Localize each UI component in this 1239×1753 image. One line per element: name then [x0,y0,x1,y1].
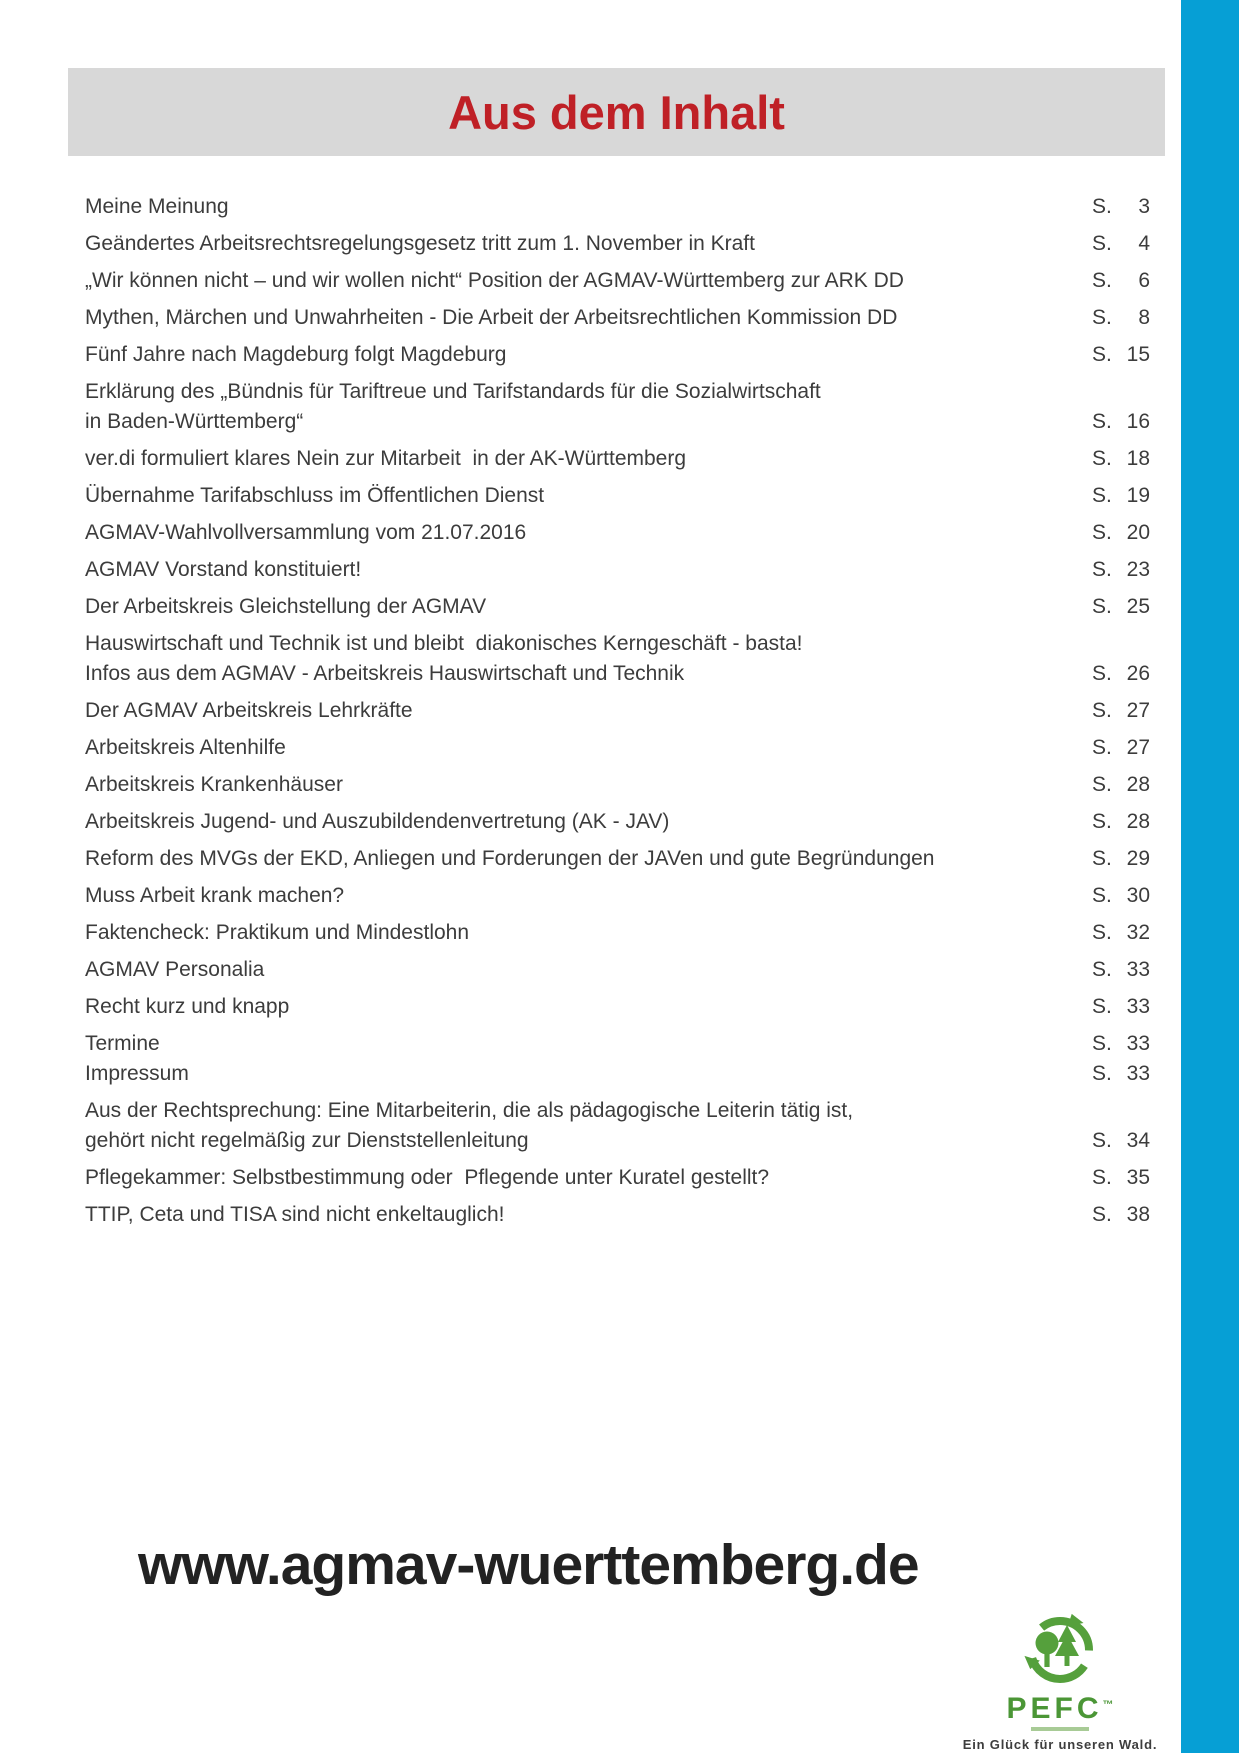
toc-entry-title: Mythen, Märchen und Unwahrheiten - Die Arbeit der Arbeitsrechtlichen Kommission DD [85,306,898,329]
toc-entry-line [85,955,1150,985]
toc-page-number: S. 3 [1092,195,1150,218]
toc-entry-title: Übernahme Tarifabschluss im Öffentlichen Dienst [85,484,545,507]
toc-page-number: S. 33 [1092,958,1150,981]
toc-page-number: S. 33 [1092,995,1150,1018]
toc-entry-title: Infos aus dem AGMAV - Arbeitskreis Hauswirtschaft und Technik [85,662,685,685]
toc-entry-line [85,303,1150,333]
toc-page-number: S. 8 [1092,306,1150,329]
toc-entry-line [85,229,1150,259]
toc-page-number: S. 16 [1092,410,1150,433]
toc-entry-line [85,1096,1150,1126]
pefc-cert-text-placeholder [1031,1727,1089,1731]
toc-entry-title: Faktencheck: Praktikum und Mindestlohn [85,921,470,944]
toc-entry-title: Erklärung des „Bündnis für Tariftreue und Tarifstandards für die Sozialwirtschaft [85,380,821,403]
toc-page-number: S. 20 [1092,521,1150,544]
toc-page-number: S. 6 [1092,269,1150,292]
toc-entry-line [85,733,1150,763]
toc-entry-title: Muss Arbeit krank machen? [85,884,345,907]
toc-entry-title: Meine Meinung [85,195,229,218]
trademark-symbol: ™ [1102,1699,1114,1711]
toc-page-number: S. 27 [1092,699,1150,722]
toc-entry-line [85,807,1150,837]
pefc-slogan: Ein Glück für unseren Wald. [962,1737,1158,1752]
toc-entry-title: Arbeitskreis Krankenhäuser [85,773,343,796]
toc-entry-title: Aus der Rechtsprechung: Eine Mitarbeiterin, die als pädagogische Leiterin tätig ist, [85,1099,854,1122]
website-url: www.agmav-wuerttemberg.de [138,1533,919,1597]
toc-page-number: S. 38 [1092,1203,1150,1226]
toc-page-number: S. 34 [1092,1129,1150,1152]
toc-entry-line [85,1200,1150,1230]
toc-page-number: S. 25 [1092,595,1150,618]
pefc-logo [960,1612,1160,1752]
toc-entry-line [85,844,1150,874]
toc-entry-line [85,1126,1150,1156]
toc-entry-title: TTIP, Ceta und TISA sind nicht enkeltauglich! [85,1203,505,1226]
toc-entry-title: AGMAV-Wahlvollversammlung vom 21.07.2016 [85,521,527,544]
toc-entry-line [85,518,1150,548]
toc-entry-title: Der Arbeitskreis Gleichstellung der AGMAV [85,595,487,618]
toc-page-number: S. 33 [1092,1032,1150,1055]
toc-entry-line [85,881,1150,911]
toc-entry-line [85,192,1150,222]
toc-entry-title: ver.di formuliert klares Nein zur Mitarbeit in der AK-Württemberg [85,447,687,470]
toc-page-number: S. 32 [1092,921,1150,944]
toc-entry-line [85,407,1150,437]
toc-entry-line [85,592,1150,622]
toc-page-number: S. 28 [1092,810,1150,833]
toc-page-number: S. 35 [1092,1166,1150,1189]
toc-entry-title: Recht kurz und knapp [85,995,290,1018]
toc-entry-line [85,770,1150,800]
toc-entry-line [85,1163,1150,1193]
toc-page-number: S. 33 [1092,1062,1150,1085]
toc-page-number: S. 27 [1092,736,1150,759]
toc-entry-title: Der AGMAV Arbeitskreis Lehrkräfte [85,699,413,722]
toc-entry-line [85,659,1150,689]
toc-entry-title: gehört nicht regelmäßig zur Dienststellenleitung [85,1129,529,1152]
toc-entry-title: AGMAV Vorstand konstituiert! [85,558,362,581]
toc-page-number: S. 26 [1092,662,1150,685]
pefc-trees-icon [1014,1612,1106,1692]
toc-page-number: S. 30 [1092,884,1150,907]
toc-entry-title: Fünf Jahre nach Magdeburg folgt Magdeburg [85,343,507,366]
header-band [68,68,1165,156]
toc-entry-title: Arbeitskreis Jugend- und Auszubildendenvertretung (AK - JAV) [85,810,670,833]
toc-entry-line [85,377,1150,407]
toc-entry-line [85,696,1150,726]
toc-entry-line [85,481,1150,511]
toc-entry-line [85,340,1150,370]
toc-page-number: S. 19 [1092,484,1150,507]
pefc-wordmark: PEFC™ [1006,1692,1114,1725]
toc-entry-title: Geändertes Arbeitsrechtsregelungsgesetz tritt zum 1. November in Kraft [85,232,755,255]
toc-entry-line [85,555,1150,585]
table-of-contents [85,185,1150,1230]
toc-page-number: S. 28 [1092,773,1150,796]
toc-entry-title: AGMAV Personalia [85,958,265,981]
toc-entry-line [85,918,1150,948]
toc-entry-title: Arbeitskreis Altenhilfe [85,736,286,759]
toc-entry-title: Pflegekammer: Selbstbestimmung oder Pflegende unter Kuratel gestellt? [85,1166,770,1189]
toc-entry-title: Termine [85,1032,160,1055]
toc-entry-line [85,992,1150,1022]
toc-entry-title: Hauswirtschaft und Technik ist und bleibt diakonisches Kerngeschäft - basta! [85,632,803,655]
toc-page-number: S. 15 [1092,343,1150,366]
toc-page-number: S. 4 [1092,232,1150,255]
toc-entry-line [85,444,1150,474]
toc-page-number: S. 29 [1092,847,1150,870]
toc-entry-line [85,266,1150,296]
toc-page-number: S. 18 [1092,447,1150,470]
toc-entry-line [85,629,1150,659]
toc-page-number: S. 23 [1092,558,1150,581]
toc-entry-title: „Wir können nicht – und wir wollen nicht“ Position der AGMAV-Württemberg zur ARK DD [85,269,904,292]
toc-entry-title: in Baden-Württemberg“ [85,410,304,433]
toc-entry-title: Reform des MVGs der EKD, Anliegen und Forderungen der JAVen und gute Begründungen [85,847,935,870]
page-title: Aus dem Inhalt [448,85,785,139]
toc-entry-line [85,1029,1150,1059]
right-edge-stripe [1181,0,1239,1753]
toc-entry-title: Impressum [85,1062,189,1085]
toc-entry-line [85,1059,1150,1089]
